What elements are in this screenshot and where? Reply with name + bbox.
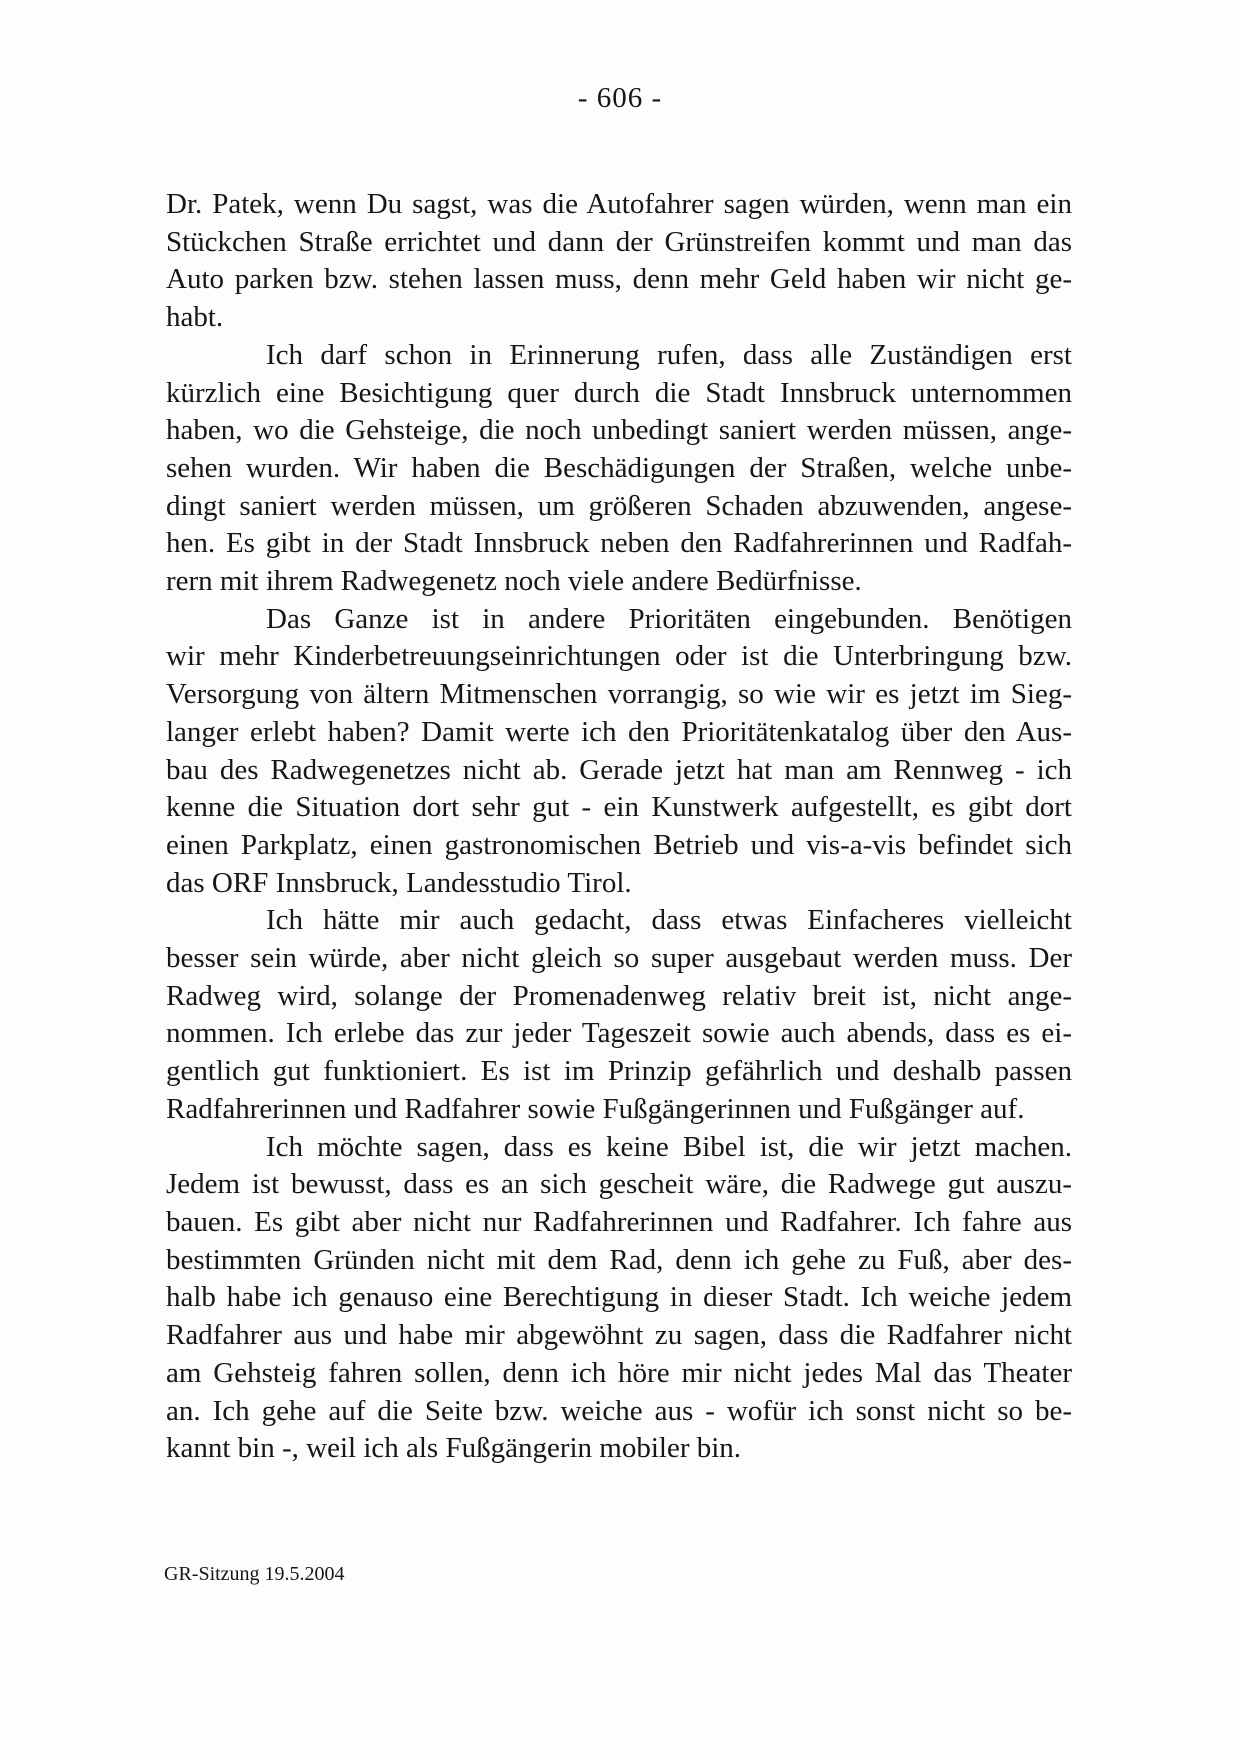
text-line: an. Ich gehe auf die Seite bzw. weiche aus - wofür ich sonst nicht so be- [166, 1394, 1072, 1427]
paragraph [166, 601, 1072, 903]
text-line: am Gehsteig fahren sollen, denn ich höre mir nicht jedes Mal das Theater [166, 1356, 1072, 1389]
text-line: Radfahrer aus und habe mir abgewöhnt zu sagen, dass die Radfahrer nicht [166, 1319, 1072, 1352]
text-line: hen. Es gibt in der Stadt Innsbruck neben den Radfahrerinnen und Radfah- [166, 527, 1072, 560]
text-line: bestimmten Gründen nicht mit dem Rad, denn ich gehe zu Fuß, aber des- [166, 1243, 1072, 1276]
text-line: Versorgung von ältern Mitmenschen vorrangig, so wie wir es jetzt im Sieg- [166, 678, 1072, 711]
text-line: wir mehr Kinderbetreuungseinrichtungen oder ist die Unterbringung bzw. [166, 640, 1072, 673]
text-line: bau des Radwegenetzes nicht ab. Gerade jetzt hat man am Rennweg - ich [166, 753, 1072, 786]
document-body [166, 186, 1072, 1468]
text-line: gentlich gut funktioniert. Es ist im Prinzip gefährlich und deshalb passen [166, 1055, 1072, 1088]
text-line: Ich hätte mir auch gedacht, dass etwas Einfacheres vielleicht [266, 904, 1072, 937]
text-line: kenne die Situation dort sehr gut - ein Kunstwerk aufgestellt, es gibt dort [166, 791, 1072, 824]
text-line: Radweg wird, solange der Promenadenweg relativ breit ist, nicht ange- [166, 979, 1072, 1012]
text-line: bauen. Es gibt aber nicht nur Radfahrerinnen und Radfahrer. Ich fahre aus [166, 1205, 1072, 1238]
text-line: Ich darf schon in Erinnerung rufen, dass alle Zuständigen erst [266, 338, 1072, 371]
text-line: kannt bin -, weil ich als Fußgängerin mobiler bin. [166, 1432, 742, 1465]
text-line: Ich möchte sagen, dass es keine Bibel ist, die wir jetzt machen. [266, 1130, 1072, 1163]
text-line: sehen wurden. Wir haben die Beschädigungen der Straßen, welche unbe- [166, 451, 1072, 484]
text-line: langer erlebt haben? Damit werte ich den Prioritätenkatalog über den Aus- [166, 715, 1072, 748]
text-line: Radfahrerinnen und Radfahrer sowie Fußgängerinnen und Fußgänger auf. [166, 1092, 1025, 1125]
text-line: Dr. Patek, wenn Du sagst, was die Autofahrer sagen würden, wenn man ein [166, 188, 1072, 220]
text-line: dingt saniert werden müssen, um größeren Schaden abzuwenden, angese- [166, 489, 1072, 522]
text-line: nommen. Ich erlebe das zur jeder Tageszeit sowie auch abends, dass es ei- [166, 1017, 1072, 1050]
text-line: kürzlich eine Besichtigung quer durch die Stadt Innsbruck unternommen [166, 376, 1072, 409]
text-line: Jedem ist bewusst, dass es an sich gescheit wäre, die Radwege gut auszu- [166, 1168, 1072, 1201]
text-line: Stückchen Straße errichtet und dann der Grünstreifen kommt und man das [166, 225, 1072, 258]
text-line: Das Ganze ist in andere Prioritäten eingebunden. Benötigen [266, 602, 1072, 635]
text-line: einen Parkplatz, einen gastronomischen Betrieb und vis-a-vis befindet sich [166, 828, 1072, 861]
paragraph [166, 337, 1072, 601]
footer-label: GR-Sitzung 19.5.2004 [164, 1563, 345, 1585]
paragraph [166, 1129, 1072, 1468]
paragraph [166, 902, 1072, 1128]
text-line: besser sein würde, aber nicht gleich so super ausgebaut werden muss. Der [166, 942, 1072, 975]
text-line: haben, wo die Gehsteige, die noch unbedingt saniert werden müssen, ange- [166, 414, 1072, 447]
page-number: - 606 - [577, 82, 663, 114]
text-line: rern mit ihrem Radwegenetz noch viele andere Bedürfnisse. [166, 565, 862, 598]
text-line: halb habe ich genauso eine Berechtigung in dieser Stadt. Ich weiche jedem [166, 1281, 1072, 1314]
text-line: das ORF Innsbruck, Landesstudio Tirol. [166, 866, 632, 899]
paragraph [166, 186, 1072, 337]
text-line: Auto parken bzw. stehen lassen muss, denn mehr Geld haben wir nicht ge- [166, 263, 1072, 296]
text-line: habt. [166, 301, 224, 334]
